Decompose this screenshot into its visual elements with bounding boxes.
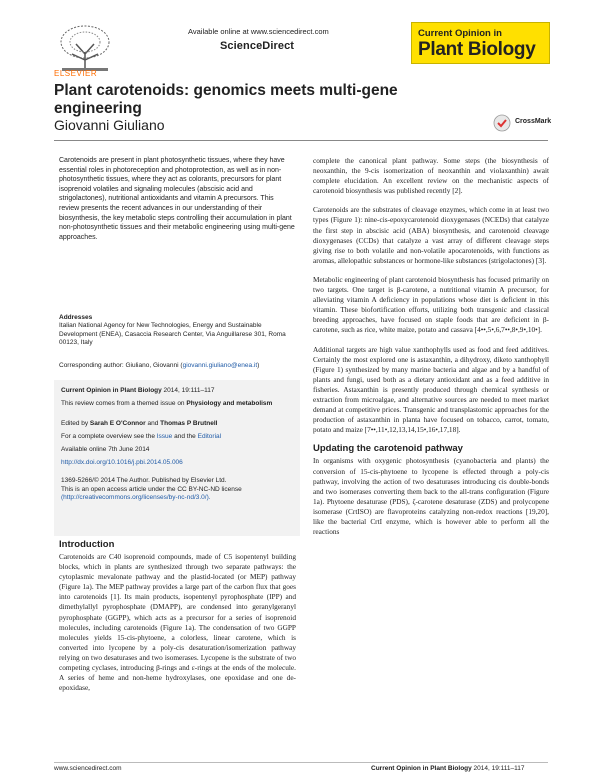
citation-line [61,387,291,396]
copyright-line: 1369-5266/© 2014 The Author. Published by Elsevier Ltd. [61,477,227,484]
editors-line [61,420,291,429]
footer-website[interactable]: www.sciencedirect.com [54,765,122,772]
license-line: This is an open access article under the CC BY-NC-ND license [61,485,242,493]
journal-banner[interactable] [411,22,550,64]
crossmark-icon[interactable] [491,114,513,132]
introduction-heading: Introduction [59,539,115,550]
header-divider [54,140,548,141]
corresponding-end: ) [257,362,260,369]
corresponding-author [59,362,295,369]
introduction-text: Carotenoids are C40 isoprenoid compounds, made of C5 isopentenyl building blocks, which in plants are synthesized through two separate pathways: the cytoplasmic mevalonate pathway and the plastid-located (or MEP) pathway (Figure 1a). The MEP pathway provides a large part of the carbon flux that goes into carotenoids [1]. Its main products, isopentenyl pyrophosphate (IPP) and dimethylallyl pyrophosphate (DMAPP), are condensed into geranylgeranyl pyrophosphate (GGPP), which acts as a precursor for a series of isoprenoid molecules, including carotenoids (Figure 1a). The condensation of two GGPP molecules yields 15-cis-phytoene, a colorless, linear carotene, which is converted into lycopene by a poly-cis desaturation/isomerization pathway relying on two desaturases and two isomerases. Lycopene is the substrate of two competing cyclases, introducing β-rings and ε-rings at the ends of the molecule. A series of heme and non-heme hydroxylases, one epoxidase and one de-epoxidase, [59,552,296,693]
paragraph-xanthophylls: Additional targets are high value xanthophylls used as food and feed additives. Certainly the most explored one is astaxanthin, a dihydroxy, diketo xanthophyll (Figure 1) synthesized by many marine bacteria and algae and by a handful of plants and fungi, used both as a dietary antioxidant and as a feed additive in fisheries. Astaxanthin is presently produced through chemical synthesis or extraction from microalgae, and alternative sources are needed to meet market demand at competitive prices. Transgenic and transplastomic approaches for the production of astaxanthin in planta have focused on tobacco, carrot, tomato, potato and maize [7••,11•,12,13,14,15•,16•,17,18]. [313,344,549,435]
overview-line [61,433,291,442]
license-url-link[interactable]: (http://creativecommons.org/licenses/by-nc-nd/3.0/). [61,494,211,501]
journal-banner-line1: Current Opinion in [418,28,502,39]
paragraph-pathway: complete the canonical plant pathway. Some steps (the biosynthesis of neoxanthin, the 9-cis isomerization of neoxanthin and violaxanthin) await complete elucidation. An excellent review on the mechanistic aspects of carotenoid biosynthesis was published recently [2]. [313,156,549,196]
footer-citation [371,765,525,772]
right-column [313,156,549,546]
article-info-box [54,380,300,536]
available-date: Available online 7th June 2014 [61,446,150,453]
theme-prefix: This review comes from a themed issue on [61,400,187,407]
footer-divider [54,762,548,763]
editor-2: Thomas P Brutnell [160,420,218,427]
footer-journal: Current Opinion in Plant Biology [371,765,472,772]
crossmark-label: CrossMark [515,118,552,125]
addresses-text: Italian National Agency for New Technologies, Energy and Sustainable Development (ENEA), Casaccia Research Center, Via Anguillarese 301, Roma 00123, Italy [59,322,286,347]
journal-banner-line2: Plant Biology [418,39,536,60]
editorial-link[interactable]: Editorial [197,433,222,440]
addresses-heading: Addresses [59,314,93,321]
overview-and: and the [172,433,198,440]
paragraph-engineering: Metabolic engineering of plant carotenoid biosynthesis has focused primarily on two targets. One target is β-carotene, a nutritional vitamin A precursor, for alleviating vitamin A deficiency in populations whose diet is deficient in this vitamin. These biofortification efforts, utilizing both transgenic and classical breeding approaches, have focused on staple foods that are deficient in β-carotene, such as rice, white maize, potato and cassava [4••,5•,6,7••,8•,9•,10•]. [313,274,549,335]
footer-volume: 2014, 19:111–117 [471,765,525,772]
article-title: Plant carotenoids: genomics meets multi-gene engineering [54,82,398,117]
edited-and: and [145,420,161,427]
edited-prefix: Edited by [61,420,90,427]
paragraph-cleavage: Carotenoids are the substrates of cleavage enzymes, which come in at least two types (Figure 1): nine-cis-epoxycarotenoid dioxygenases (NCEDs) that catalyze the first step in abscisic acid (ABA) biosynthesis, and carotenoid cleavage dioxygenases (CCDs) that catalyze a vast array of different cleavage steps giving rise to both volatile and non-volatile apocarotenoids, with functions as aromas, allelopathic substances or hormone-like substances (strigolactones) [3]. [313,205,549,265]
paragraph-poly-cis: In organisms with oxygenic photosynthesis (cyanobacteria and plants) the conversion of 15-cis-phytoene to lycopene is effected through a poly-cis pathway, involving the action of two desaturases introducing cis double-bonds and two isomerases converting them back to the all-trans configuration (Figure 1a). Phytoene desaturase (PDS), ζ-carotene desaturase (ZDS) and prolycopene isomerase (CrtISO) are flavoproteins catalyzing non-redox reactions [19,20], like the bacterial CrtI enzyme, which is however able to perform all the reactions [313,456,549,537]
availability-line: Available online at www.sciencedirect.com [188,27,329,36]
citation-volume: 2014, 19:111–117 [161,387,215,394]
issue-link[interactable]: Issue [156,433,173,440]
abstract: Carotenoids are present in plant photosynthetic tissues, where they have essential roles in photoreception and photoprotection, as well as in non-photosynthetic tissues, where they act as colorants, precursors for plant isoprenoid volatiles and signaling molecules (abscisic acid and strigolactones), nutritional antioxidants and vitamin A precursors. This review presents the recent advances in our understanding of their biosynthesis, the key metabolic steps controlling their accumulation in plant non-photosynthetic tissues and their metabolic engineering using multi-gene approaches. [59,157,295,241]
section-heading-updating: Updating the carotenoid pathway [313,443,463,455]
overview-prefix: For a complete overview see the [61,433,157,440]
sciencedirect-logo-text[interactable]: ScienceDirect [220,40,295,52]
article-author: Giovanni Giuliano [54,117,165,133]
doi-link[interactable]: http://dx.doi.org/10.1016/j.pbi.2014.05.006 [61,459,183,466]
citation-journal: Current Opinion in Plant Biology [61,387,162,394]
editor-1: Sarah E O'Connor [89,420,146,427]
elsevier-wordmark: ELSEVIER [54,69,98,78]
theme-line [61,400,291,409]
theme-name: Physiology and metabolism [186,400,273,407]
corresponding-label: Corresponding author: Giuliano, Giovanni ( [59,362,183,369]
author-email-link[interactable]: giovanni.giuliano@enea.it [182,362,258,369]
